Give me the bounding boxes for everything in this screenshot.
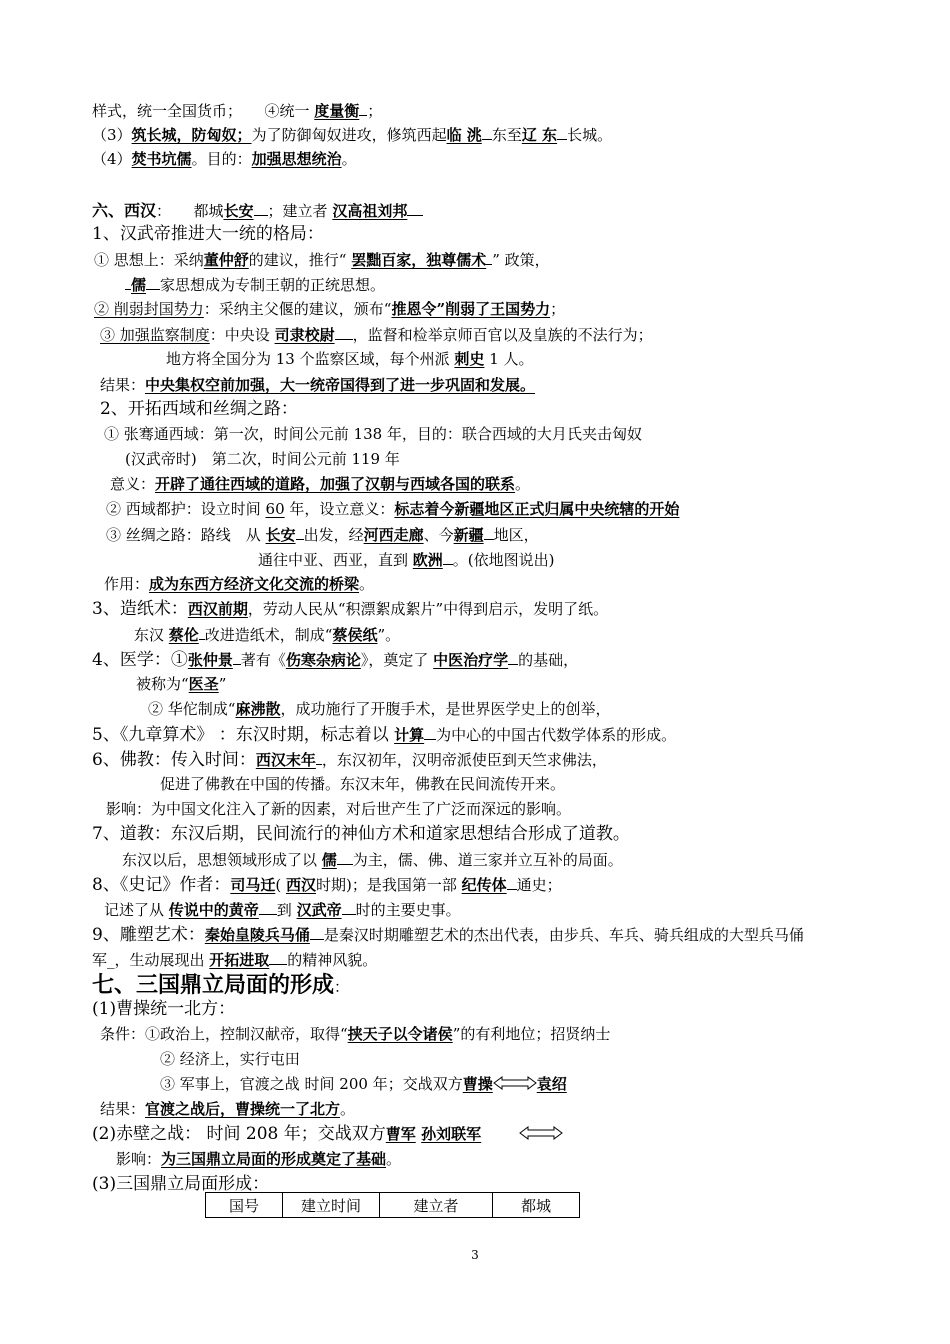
- subheading-three-kingdoms-formed: (3)三国鼎立局面形成：: [92, 1174, 270, 1194]
- line-cai-lun: 东汉 蔡伦 改进造纸术，制成“蔡侯纸”。: [134, 626, 401, 644]
- line-shiji-scope: 记述了从 传说中的黄帝 到 汉武帝 时的主要史事。: [104, 901, 461, 919]
- line-great-wall: （3）筑长城，防匈奴；为了防御匈奴进攻，修筑西起临 洮 东至辽 东 长城。: [92, 126, 613, 144]
- double-arrow-icon: [519, 1125, 563, 1145]
- line-guandu-result: 结果：官渡之战后，曹操统一了北方。: [100, 1100, 356, 1118]
- line-sculpture-2: 军_，生动展现出 开拓进取 的精神风貌。: [92, 951, 378, 969]
- line-medical-sage: 被称为“医圣”: [136, 675, 227, 693]
- three-kingdoms-table: [205, 1192, 580, 1218]
- line-protectorate: ② 西域都护：设立时间 60 年，设立意义：标志着今新疆地区正式归属中央统辖的开始: [106, 500, 680, 518]
- line-silk-road-2: 通往中亚、西亚，直到 欧洲 。(依地图说出): [258, 551, 555, 569]
- line-sculpture: 9、雕塑艺术：秦始皇陵兵马俑 是秦汉时期雕塑艺术的杰出代表，由步兵、车兵、骑兵组成的大型兵马俑: [92, 925, 804, 945]
- line-nine-chapters: 5、《九章算术》 ：东汉时期，标志着以 计算 为中心的中国古代数学体系的形成。: [92, 725, 677, 745]
- line-hua-tuo: ② 华佗制成“麻沸散，成功施行了开腹手术，是世界医学史上的创举，: [148, 700, 611, 718]
- line-zhang-qian: ① 张骞通西域：第一次，时间公元前 138 年，目的：联合西域的大月氏夹击匈奴: [104, 425, 642, 443]
- line-regions: 地方将全国分为 13 个监察区域，每个州派 刺史 1 人。: [166, 350, 534, 368]
- page-number: 3: [471, 1248, 479, 1262]
- line-coin-measure: 样式，统一全国货币； ④统一 度量衡 ；: [92, 102, 383, 120]
- line-shiji: 8、《史记》作者：司马迁( 西汉时期)；是我国第一部 纪传体 通史；: [92, 875, 562, 895]
- subheading-emperor-wu: 1、汉武帝推进大一统的格局：: [92, 224, 324, 244]
- line-burn-books: （4）焚书坑儒。目的：加强思想统治。: [92, 150, 357, 168]
- line-result: 结果：中央集权空前加强，大一统帝国得到了进一步巩固和发展。: [100, 376, 536, 394]
- line-taoism: 7、道教：东汉后期，民间流行的神仙方术和道家思想结合形成了道教。: [92, 824, 630, 844]
- line-red-cliffs: (2)赤壁之战： 时间 208 年；交战双方曹军 孙刘联军: [92, 1124, 563, 1145]
- line-papermaking: 3、造纸术：西汉前期，劳动人民从“积漂絮成絮片”中得到启示，发明了纸。: [92, 599, 609, 619]
- line-confucian: 儒 家思想成为专制王朝的正统思想。: [125, 274, 385, 295]
- table-header-cell: 建立时间: [283, 1193, 380, 1218]
- line-weaken-fiefs: ② 削弱封国势力：采纳主父偃的建议，颁布“推恩令”削弱了王国势力；: [94, 300, 566, 318]
- table-header-cell: 建立者: [380, 1193, 493, 1218]
- table-header-cell: 国号: [206, 1193, 283, 1218]
- line-buddhism-spread: 促进了佛教在中国的传播。东汉末年，佛教在民间流传开来。: [160, 775, 566, 793]
- line-effect: 作用：成为东西方经济文化交流的桥梁。: [104, 575, 375, 593]
- line-conditions: 条件：①政治上，控制汉献帝，取得“挟天子以令诸侯”的有利地位；招贤纳士: [100, 1025, 611, 1043]
- line-economy: ② 经济上，实行屯田: [160, 1050, 300, 1068]
- line-red-cliffs-impact: 影响：为三国鼎立局面的形成奠定了基础。: [116, 1150, 402, 1168]
- line-silk-road: ③ 丝绸之路：路线 从 长安 出发，经河西走廊、今新疆 地区，: [106, 526, 539, 544]
- line-medicine: 4、医学：①张仲景 著有《伤寒杂病论》，奠定了 中医治疗学 的基础，: [92, 650, 579, 670]
- line-buddhism: 6、佛教：传入时间：西汉末年 ，东汉初年，汉明帝派使臣到天竺求佛法，: [92, 750, 607, 770]
- double-arrow-icon: [493, 1075, 537, 1095]
- line-buddhism-impact: 影响：为中国文化注入了新的因素，对后世产生了广泛而深远的影响。: [106, 800, 572, 818]
- table-header-cell: 都城: [493, 1193, 580, 1218]
- line-three-teachings: 东汉以后，思想领域形成了以 儒 为主，儒、佛、道三家并立互补的局面。: [122, 851, 623, 869]
- section-heading-western-han: 六、西汉： 都城长安 ；建立者 汉高祖刘邦: [92, 200, 423, 221]
- line-supervision: ③ 加强监察制度：中央设 司隶校尉 ，监督和检举京师百官以及皇族的不法行为；: [100, 326, 653, 344]
- subheading-cao-cao: (1)曹操统一北方：: [92, 999, 236, 1019]
- section-heading-three-kingdoms: 七、三国鼎立局面的形成：: [92, 972, 350, 998]
- subheading-western-regions: 2、开拓西域和丝绸之路：: [100, 399, 298, 419]
- line-significance: 意义：开辟了通往西域的道路，加强了汉朝与西域各国的联系。: [110, 475, 531, 493]
- line-thought: ① 思想上：采纳董仲舒的建议，推行“ 罢黜百家，独尊儒术 ” 政策，: [94, 251, 550, 269]
- line-guandu: ③ 军事上，官渡之战 时间 200 年；交战双方曹操 袁绍: [160, 1075, 567, 1093]
- table-header-row: [206, 1193, 580, 1218]
- line-second-mission: (汉武帝时) 第二次，时间公元前 119 年: [125, 450, 400, 468]
